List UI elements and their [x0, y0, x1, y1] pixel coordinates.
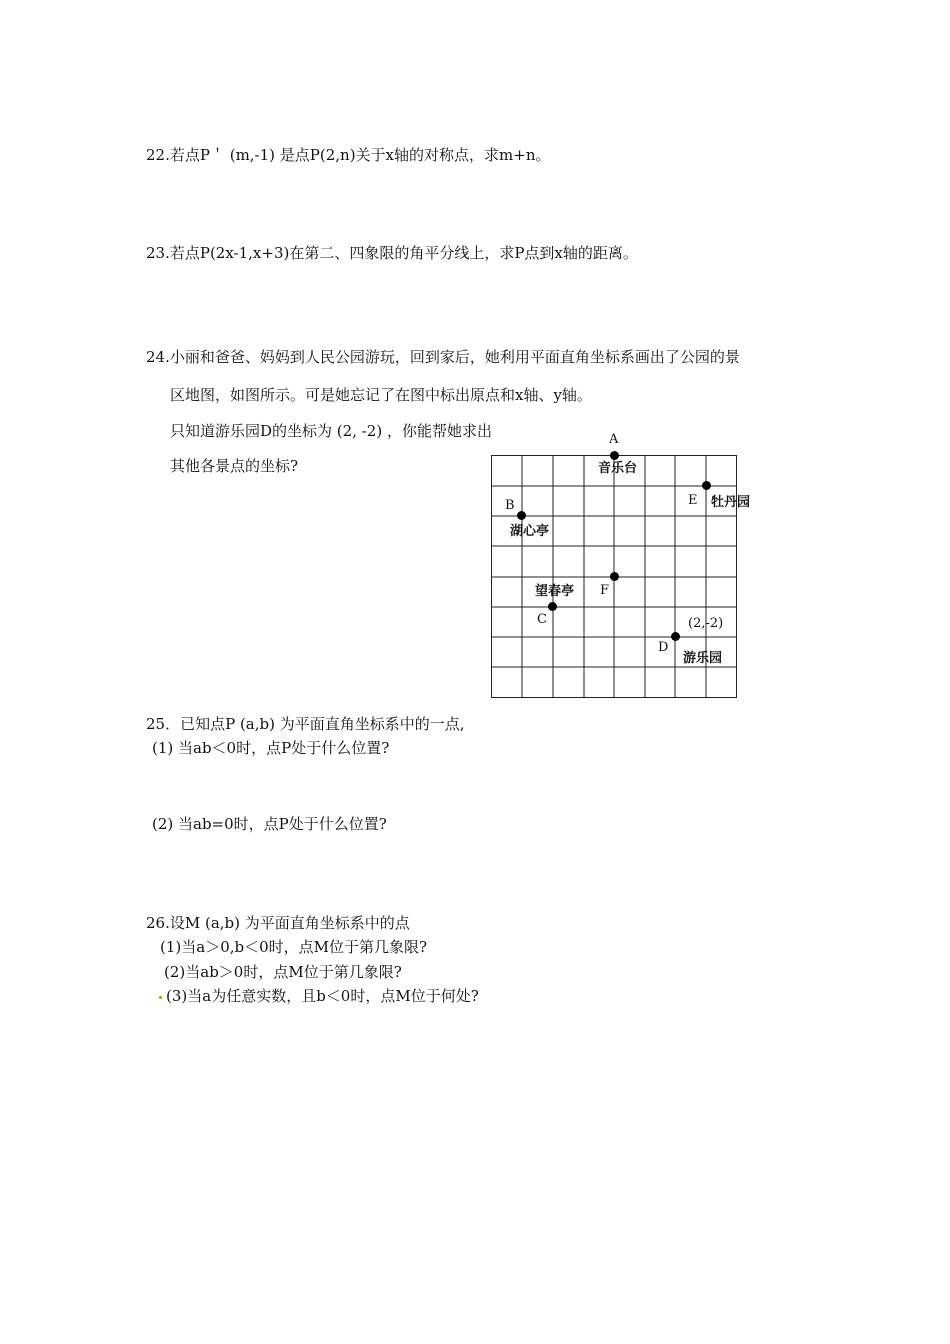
question-26-part-2: (2)当ab＞0时，点M位于第几象限?	[164, 963, 402, 981]
point-d-dot	[671, 632, 680, 641]
question-24-line-2: 区地图，如图所示。可是她忘记了在图中标出原点和x轴、y轴。	[170, 386, 592, 404]
point-d-coordinate: (2,-2)	[688, 616, 724, 631]
question-24-line-1: 24.小丽和爸爸、妈妈到人民公园游玩，回到家后，她利用平面直角坐标系画出了公园的景	[146, 348, 740, 366]
question-22: 22.若点P＇ (m,-1) 是点P(2,n)关于x轴的对称点，求m+n。	[146, 146, 551, 164]
question-26-title: 26.设M (a,b) 为平面直角坐标系中的点	[146, 914, 410, 932]
question-24-line-4: 其他各景点的坐标?	[170, 457, 299, 475]
point-f-dot	[610, 572, 619, 581]
question-25-part-2: (2) 当ab=0时，点P处于什么位置?	[152, 815, 387, 833]
point-b-name: 湖心亭	[510, 524, 550, 539]
point-b-dot	[517, 511, 526, 520]
point-f-letter: F	[600, 583, 610, 598]
question-26-part-3: (3)当a为任意实数，且b＜0时，点M位于何处?	[166, 987, 479, 1005]
ink-speck	[159, 996, 162, 999]
point-a-name: 音乐台	[598, 461, 638, 476]
point-c-name: 望春亭	[535, 584, 575, 599]
question-25-part-1: (1) 当ab＜0时，点P处于什么位置?	[152, 739, 390, 757]
point-d-letter: D	[658, 640, 669, 655]
point-e-letter: E	[688, 493, 698, 508]
point-b-letter: B	[505, 498, 515, 513]
point-a-dot	[610, 451, 619, 460]
point-c-letter: C	[537, 612, 547, 627]
question-23: 23.若点P(2x-1,x+3)在第二、四象限的角平分线上，求P点到x轴的距离。	[146, 244, 638, 262]
question-26-part-1: (1)当a＞0,b＜0时，点M位于第几象限?	[160, 938, 428, 956]
point-c-dot	[548, 602, 557, 611]
point-e-name: 牡丹园	[711, 495, 751, 510]
point-d-name: 游乐园	[683, 651, 723, 666]
question-25-title: 25．已知点P (a,b) 为平面直角坐标系中的一点,	[146, 715, 465, 733]
point-a-letter: A	[609, 432, 619, 447]
question-24-line-3: 只知道游乐园D的坐标为 (2, -2) ，你能帮她求出	[170, 422, 492, 440]
point-e-dot	[702, 481, 711, 490]
